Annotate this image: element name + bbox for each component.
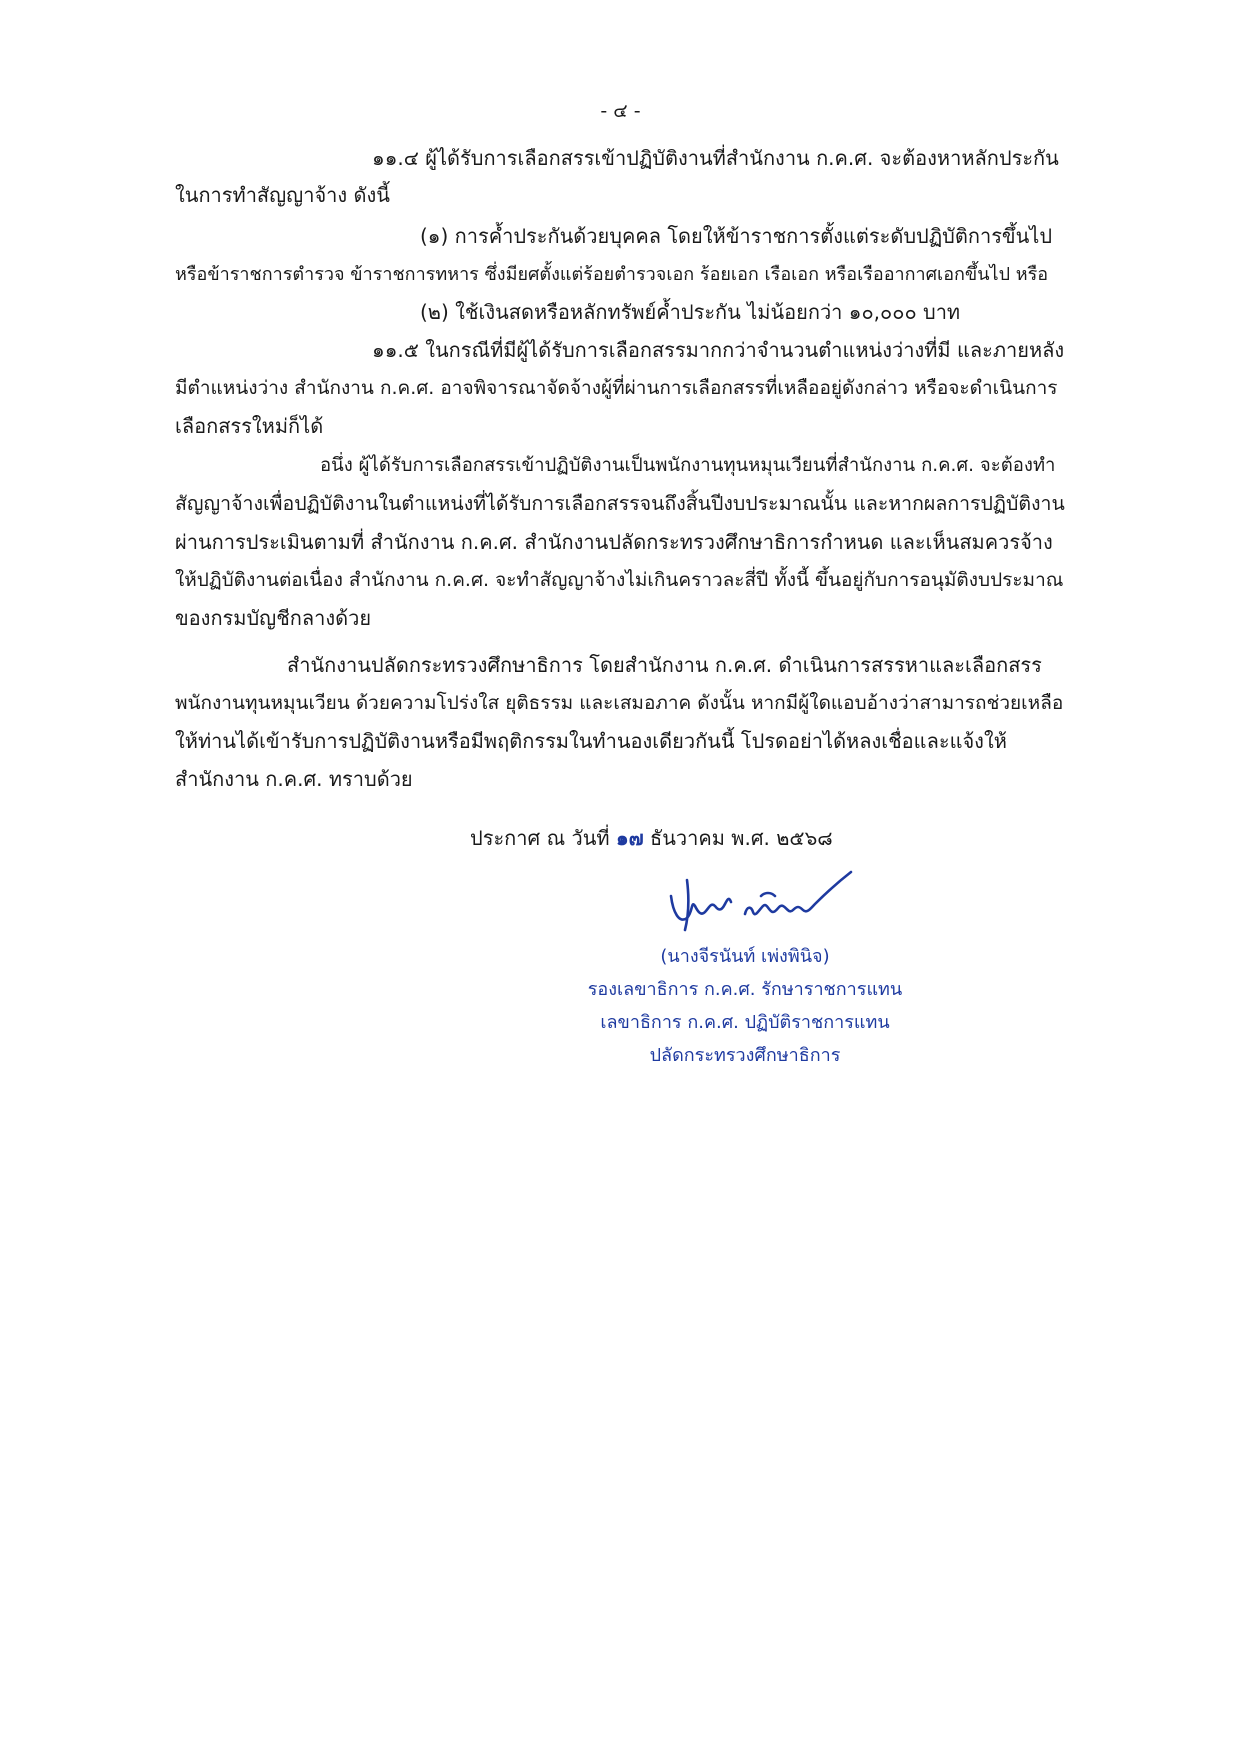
closing-paragraph-line3: ให้ท่านได้เข้ารับการปฏิบัติงานหรือมีพฤติกรรมในทำนองเดียวกันนี้ โปรดอย่าได้หลงเชื่อและแจ้งให้ <box>175 729 1007 753</box>
clause-11-5-line2: มีตำแหน่งว่าง สำนักงาน ก.ค.ศ. อาจพิจารณาจัดจ้างผู้ที่ผ่านการเลือกสรรที่เหลืออยู่ดังกล่าว หรือจะดำเนินการ <box>175 377 1058 399</box>
handwritten-signature <box>665 866 875 938</box>
announcement-date <box>470 823 833 853</box>
signatory-block <box>560 940 930 1072</box>
closing-paragraph-line4: สำนักงาน ก.ค.ศ. ทราบด้วย <box>175 767 413 791</box>
closing-paragraph-line1: สำนักงานปลัดกระทรวงศึกษาธิการ โดยสำนักงาน ก.ค.ศ. ดำเนินการสรรหาและเลือกสรร <box>287 653 1042 677</box>
note-paragraph-line1: อนึ่ง ผู้ได้รับการเลือกสรรเข้าปฏิบัติงานเป็นพนักงานทุนหมุนเวียนที่สำนักงาน ก.ค.ศ. จะต้องทำ <box>320 455 1056 476</box>
announcement-month-year: ธันวาคม พ.ศ. ๒๕๖๘ <box>650 826 833 850</box>
clause-11-5-line3: เลือกสรรใหม่ก็ได้ <box>175 414 324 438</box>
clause-11-4-line2: ในการทำสัญญาจ้าง ดังนี้ <box>175 183 390 207</box>
note-paragraph-line2: สัญญาจ้างเพื่อปฏิบัติงานในตำแหน่งที่ได้รับการเลือกสรรจนถึงสิ้นปีงบประมาณนั้น และหากผลการปฏิบัติงาน <box>175 492 1065 515</box>
note-paragraph-line3: ผ่านการประเมินตามที่ สำนักงาน ก.ค.ศ. สำนักงานปลัดกระทรวงศึกษาธิการกำหนด และเห็นสมควรจ้าง <box>175 530 1053 554</box>
signatory-title-2: เลขาธิการ ก.ค.ศ. ปฏิบัติราชการแทน <box>600 1012 890 1033</box>
closing-paragraph-line2: พนักงานทุนหมุนเวียน ด้วยความโปร่งใส ยุติธรรม และเสมอภาค ดังนั้น หากมีผู้ใดแอบอ้างว่าสามารถช่วยเหลือ <box>175 692 1064 714</box>
clause-11-4-item2: (๒) ใช้เงินสดหรือหลักทรัพย์ค้ำประกัน ไม่น้อยกว่า ๑๐,๐๐๐ บาท <box>420 300 961 324</box>
clause-11-4-item1-line2: หรือข้าราชการตำรวจ ข้าราชการทหาร ซึ่งมียศตั้งแต่ร้อยตำรวจเอก ร้อยเอก เรือเอก หรือเรืออากาศเอกขึ้นไป หรือ <box>175 264 1049 285</box>
signatory-title-1: รองเลขาธิการ ก.ค.ศ. รักษาราชการแทน <box>587 979 903 1000</box>
signatory-title-3: ปลัดกระทรวงศึกษาธิการ <box>649 1045 841 1066</box>
clause-11-5-line1: ๑๑.๕ ในกรณีที่มีผู้ได้รับการเลือกสรรมากกว่าจำนวนตำแหน่งว่างที่มี และภายหลัง <box>372 338 1065 362</box>
page-number: - ๔ - <box>600 100 641 122</box>
note-paragraph-line5: ของกรมบัญชีกลางด้วย <box>175 606 372 630</box>
clause-11-4-line1: ๑๑.๔ ผู้ได้รับการเลือกสรรเข้าปฏิบัติงานที่สำนักงาน ก.ค.ศ. จะต้องหาหลักประกัน <box>372 146 1059 170</box>
note-paragraph-line4: ให้ปฏิบัติงานต่อเนื่อง สำนักงาน ก.ค.ศ. จะทำสัญญาจ้างไม่เกินคราวละสี่ปี ทั้งนี้ ขึ้นอยู่กับการอนุมัติงบประมาณ <box>175 569 1064 591</box>
signatory-name: (นางจีรนันท์ เพ่งพินิจ) <box>660 946 830 967</box>
clause-11-4-item1-line1: (๑) การค้ำประกันด้วยบุคคล โดยให้ข้าราชการตั้งแต่ระดับปฏิบัติการขึ้นไป <box>420 224 1053 248</box>
announcement-prefix: ประกาศ ณ วันที่ <box>470 826 610 850</box>
announcement-day: ๑๗ <box>615 826 644 850</box>
